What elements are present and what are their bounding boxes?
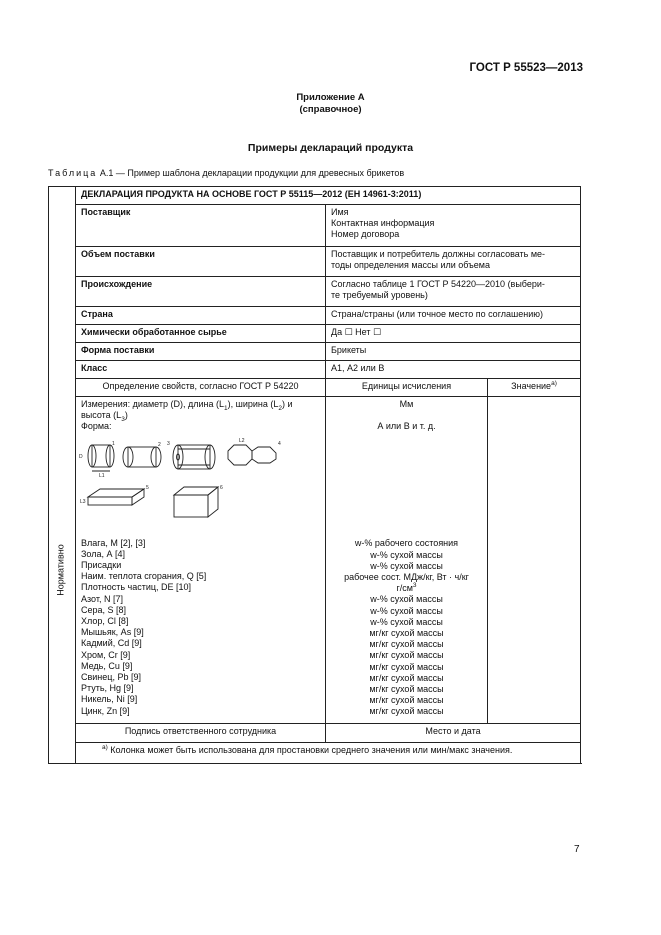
property-name: Плотность частиц, DE [10] — [81, 582, 192, 593]
unit — [331, 583, 482, 594]
shape-label: 3 — [167, 440, 170, 447]
dim-text: Измерения: диаметр (D), длина (L — [81, 399, 224, 409]
row-value: Брикеты — [326, 343, 581, 361]
property-name: Медь, Cu [9] — [81, 660, 133, 671]
unit: w-% сухой массы — [370, 594, 443, 605]
property-name: Цинк, Zn [9] — [81, 705, 130, 716]
unit: мг/кг сухой массы — [369, 684, 444, 695]
table-row — [49, 343, 581, 361]
signature-row — [49, 724, 581, 743]
property-values — [488, 397, 581, 724]
property-name: Влага, М [2], [3] — [81, 537, 146, 548]
unit: мг/кг сухой массы — [369, 628, 444, 639]
caption-number: А.1 — [99, 168, 114, 178]
table-row — [49, 361, 581, 379]
dim-label: L1 — [99, 472, 105, 479]
signature-label: Подпись ответственного сотрудника — [76, 724, 326, 743]
unit: w-% сухой массы — [370, 605, 443, 616]
property-name: Хром, Cr [9] — [81, 649, 131, 660]
unit: мг/кг сухой массы — [369, 672, 444, 683]
property-name: Свинец, Pb [9] — [81, 672, 141, 683]
property-names — [76, 397, 326, 724]
shape-label: 6 — [220, 484, 223, 491]
unit: А или В и т. д. — [377, 421, 436, 432]
table-title: ДЕКЛАРАЦИЯ ПРОДУКТА НА ОСНОВЕ ГОСТ Р 55115—2012 (EH 14961-3:2011) — [76, 187, 581, 205]
appendix-subtitle: (справочное) — [299, 104, 362, 115]
table-row — [49, 277, 581, 307]
side-label — [47, 540, 74, 600]
property-name: Присадки — [81, 560, 122, 571]
value-line: Согласно таблице 1 ГОСТ Р 54220—2010 (выбери- — [331, 279, 545, 289]
row-label: Объем поставки — [76, 247, 326, 277]
properties-row — [49, 397, 581, 724]
unit-text: г/см — [396, 583, 413, 594]
dim-sub: 1 — [223, 404, 228, 412]
page-number: 7 — [574, 844, 580, 855]
footnote-mark: а) — [102, 744, 108, 751]
shape-cylinder-hole-icon — [167, 441, 215, 469]
property-name: Ртуть, Hg [9] — [81, 683, 134, 694]
place-date-label: Место и дата — [326, 724, 581, 743]
value-line: Поставщик и потребитель должны согласовать ме- — [331, 249, 546, 259]
unit: w-% сухой массы — [370, 616, 443, 627]
unit: w-% сухой массы — [370, 560, 443, 571]
row-value — [326, 277, 581, 307]
document-number: ГОСТ Р 55523—2013 — [469, 62, 583, 74]
property-name: Зола, А [4] — [81, 548, 126, 559]
unit: мг/кг сухой массы — [369, 650, 444, 661]
form-label: Форма: — [81, 421, 112, 432]
property-name: Хлор, Cl [8] — [81, 616, 129, 627]
property-name: Никель, Ni [9] — [81, 694, 138, 705]
caption-text: — Пример шаблона декларации продукции для древесных брикетов — [115, 168, 405, 178]
dim-sub: 3 — [121, 416, 125, 423]
unit: рабочее сост. МДж/кг, Вт · ч/кг — [344, 572, 469, 583]
shape-label: 5 — [146, 484, 149, 491]
value-line: Имя — [331, 207, 349, 217]
row-value — [326, 247, 581, 277]
appendix-title: Приложение А — [296, 92, 365, 103]
row-label: Происхождение — [76, 277, 326, 307]
footnote — [76, 743, 581, 764]
dim-label: L2 — [239, 437, 245, 444]
shape-cylinder-icon — [79, 441, 115, 479]
dim-text: ) и — [282, 399, 293, 409]
col-header-value — [488, 379, 581, 397]
property-name: Кадмий, Cd [9] — [81, 638, 142, 649]
property-name: Наим. теплота сгорания, Q [5] — [81, 571, 207, 582]
table-title-row — [49, 187, 581, 205]
section-title: Примеры деклараций продукта — [247, 142, 414, 154]
footnote-row — [49, 743, 581, 764]
row-label: Класс — [76, 361, 326, 379]
row-value: А1, А2 или В — [326, 361, 581, 379]
row-label: Химически обработанное сырье — [76, 325, 326, 343]
caption-label: Таблица — [48, 168, 98, 178]
row-value: Страна/страны (или точное место по соглашению) — [326, 307, 581, 325]
property-units — [326, 397, 488, 724]
shape-label: 1 — [112, 440, 115, 447]
table-caption — [48, 168, 404, 178]
row-value: Да ☐ Нет ☐ — [326, 325, 581, 343]
row-label: Страна — [76, 307, 326, 325]
col-header-property: Определение свойств, согласно ГОСТ Р 54220 — [76, 379, 326, 397]
dim-label: D — [79, 453, 83, 460]
column-header-row — [49, 379, 581, 397]
unit: мг/кг сухой массы — [369, 639, 444, 650]
footnote-text: Колонка может быть использована для простановки среднего значения или мин/макс значения. — [110, 745, 513, 755]
briquette-shapes-illustration — [78, 437, 323, 527]
shape-block-icon — [174, 485, 223, 517]
shape-cylinder-2-icon — [123, 442, 161, 467]
shape-label: 4 — [278, 440, 281, 447]
side-label-cell — [49, 187, 76, 764]
unit: мг/кг сухой массы — [369, 661, 444, 672]
value-line: те требуемый уровень) — [331, 290, 428, 301]
unit: w-% сухой массы — [370, 549, 443, 560]
col-header-units: Единицы исчисления — [326, 379, 488, 397]
col-header-value-text: Значение — [511, 381, 552, 391]
side-label-text: Нормативно — [55, 544, 66, 596]
footnote-mark: а) — [551, 380, 557, 387]
property-name: Азот, N [7] — [81, 593, 123, 604]
row-label: Форма поставки — [76, 343, 326, 361]
unit: w-% рабочего состояния — [354, 538, 459, 549]
property-name: Мышьяк, As [9] — [81, 627, 144, 638]
shape-flat-bar-icon — [80, 485, 149, 505]
dimensions-line — [81, 399, 320, 410]
unit: мг/кг сухой массы — [369, 695, 444, 706]
table-row — [49, 325, 581, 343]
shape-label: 2 — [158, 441, 161, 448]
property-name: Сера, S [8] — [81, 604, 127, 615]
dim-label: L3 — [80, 498, 86, 505]
value-line: Номер договора — [331, 229, 400, 240]
dim-sub: 2 — [278, 404, 282, 412]
unit: Мм — [399, 399, 414, 409]
table-row — [49, 205, 581, 247]
dim-text: высота (L — [81, 410, 122, 421]
table-row — [49, 307, 581, 325]
dim-text: ) — [124, 410, 128, 421]
table-row — [49, 247, 581, 277]
value-line: тоды определения массы или объема — [331, 260, 490, 271]
dimensions-line-2 — [81, 410, 320, 421]
row-label: Поставщик — [76, 205, 326, 247]
declaration-table — [48, 186, 581, 764]
row-value — [326, 205, 581, 247]
unit-sup: 3 — [412, 582, 417, 590]
unit: мг/кг сухой массы — [369, 706, 444, 717]
value-line: Контактная информация — [331, 218, 435, 229]
dim-text: ), ширина (L — [227, 399, 279, 409]
shape-octagonal-icon — [228, 438, 281, 465]
